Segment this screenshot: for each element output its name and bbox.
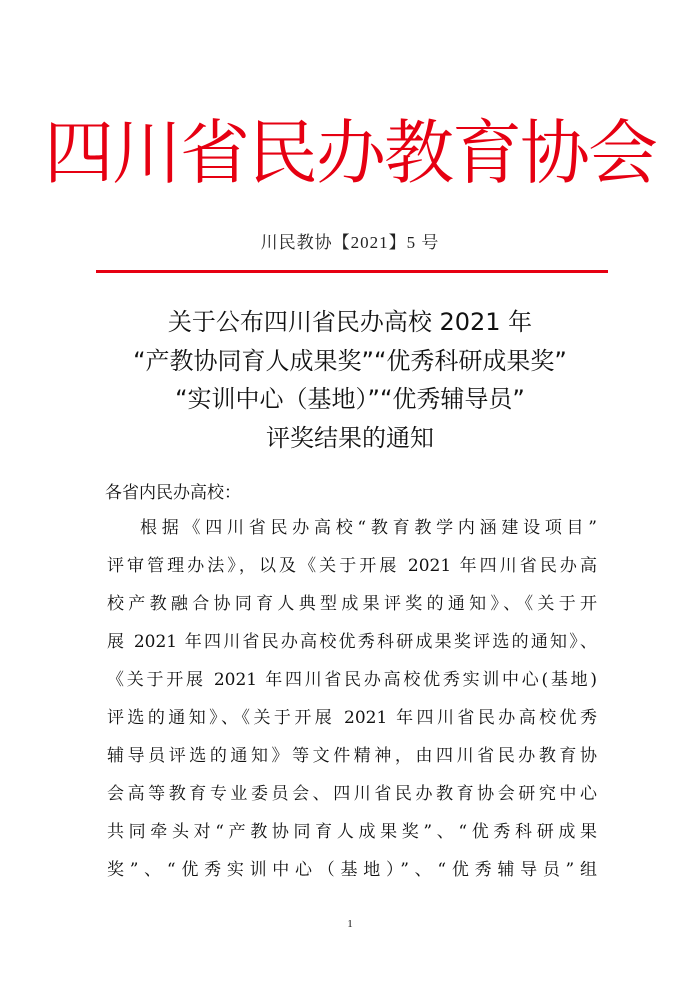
org-title: 四川省民办教育协会	[44, 114, 656, 192]
body-line: 评选的通知》、《关于开展 2021 年四川省民办高校优秀	[107, 708, 597, 728]
body-line: 《关于开展 2021 年四川省民办高校优秀实训中心(基地)	[107, 670, 597, 690]
body-line: 评审管理办法》，以及《关于开展 2021 年四川省民办高	[107, 556, 597, 576]
notice-title	[0, 303, 700, 457]
document-number: 川民教协【2021】5 号	[260, 233, 440, 252]
body-line: 奖”、“优秀实训中心（基地）”、“优秀辅导员”组	[107, 860, 597, 880]
body-line: 共同牵头对“产教协同育人成果奖”、“优秀科研成果	[107, 822, 597, 842]
notice-title-line: 关于公布四川省民办高校 2021 年	[167, 308, 533, 336]
body-line: 校产教融合协同育人典型成果评奖的通知》、《关于开	[107, 594, 597, 614]
page-number: 1	[347, 918, 353, 930]
notice-title-line: 评奖结果的通知	[266, 423, 434, 452]
body-line: 会高等教育专业委员会、四川省民办教育协会研究中心	[107, 784, 597, 804]
notice-title-line: “实训中心（基地）”“优秀辅导员”	[175, 385, 525, 413]
red-divider-line	[96, 270, 608, 273]
body-line: 根据《四川省民办高校“教育教学内涵建设项目”	[140, 518, 597, 538]
notice-title-line: “产教协同育人成果奖”“优秀科研成果奖”	[133, 346, 567, 375]
salutation: 各省内民办高校：	[105, 483, 241, 503]
body-line: 辅导员评选的通知》等文件精神，由四川省民办教育协	[107, 746, 597, 766]
body-line: 展 2021 年四川省民办高校优秀科研成果奖评选的通知》、	[107, 632, 597, 652]
